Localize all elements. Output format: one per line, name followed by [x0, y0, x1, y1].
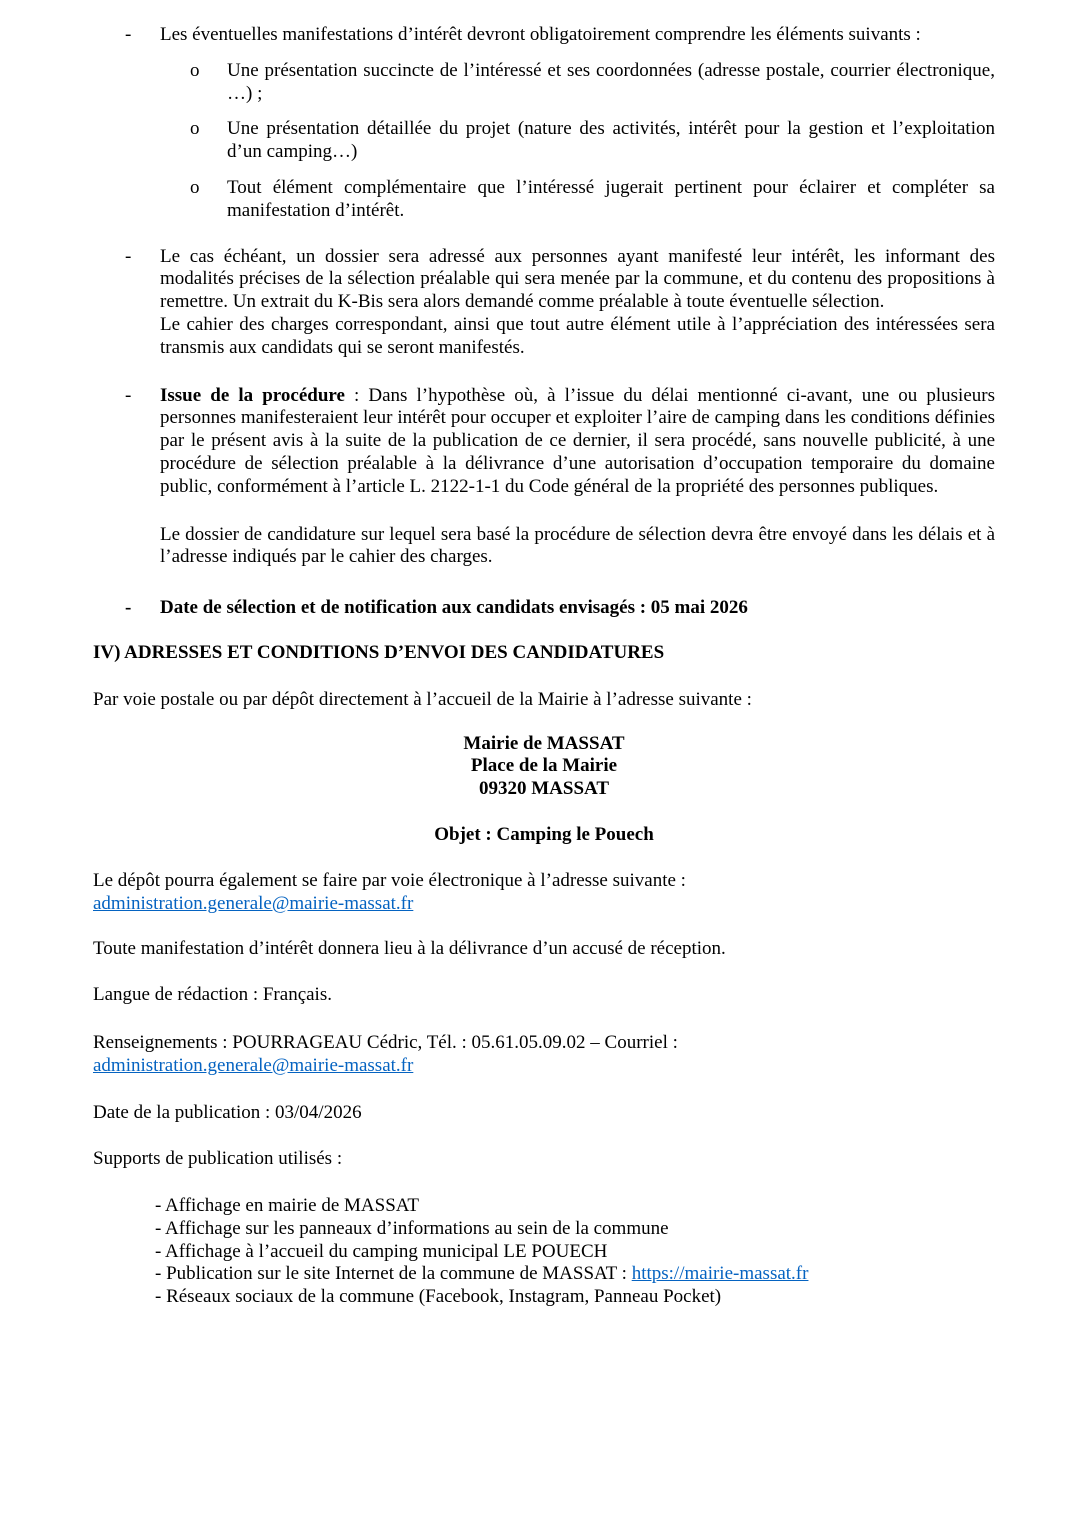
supports-item: - Affichage en mairie de MASSAT	[155, 1195, 420, 1217]
objet-line: Objet : Camping le Pouech	[434, 823, 654, 845]
dash-bullet: -	[125, 245, 132, 267]
issue-procedure-lead: Issue de la procédure	[160, 384, 345, 406]
address-line-2: Place de la Mairie	[470, 755, 618, 777]
sub-list-item	[93, 60, 995, 106]
sub-list-item	[93, 118, 995, 164]
dossier-paragraph-2: Le cahier des charges correspondant, ainsi que tout autre élément utile à l’appréciation des intéressées sera transmis aux candidats qui se seront manifestés.	[160, 313, 995, 358]
dash-bullet: -	[125, 24, 132, 45]
address-block	[93, 733, 995, 801]
website-link[interactable]: https://mairie-massat.fr	[631, 1263, 809, 1285]
supports-list	[93, 1195, 995, 1309]
accuse-paragraph: Toute manifestation d’intérêt donnera lieu à la délivrance d’un accusé de réception.	[93, 938, 726, 960]
sub-list-item	[93, 177, 995, 223]
supports-item: - Affichage à l’accueil du camping municipal LE POUECH	[155, 1240, 608, 1262]
supports-item	[155, 1263, 995, 1286]
list-item-dossier	[93, 246, 995, 360]
date-publication-paragraph: Date de la publication : 03/04/2026	[93, 1101, 362, 1123]
supports-item-text: - Publication sur le site Internet de la commune de MASSAT :	[155, 1263, 632, 1285]
email-link[interactable]: administration.generale@mairie-massat.fr	[93, 1054, 414, 1076]
sub-item-text: Une présentation succincte de l’intéressé et ses coordonnées (adresse postale, courrier électronique, …) ;	[227, 59, 995, 104]
supports-item: - Affichage sur les panneaux d’informations au sein de la commune	[155, 1217, 669, 1239]
list-item-intro	[93, 24, 995, 47]
renseignements-paragraph	[93, 1032, 995, 1078]
depot-text: Le dépôt pourra également se faire par voie électronique à l’adresse suivante :	[93, 869, 686, 891]
circle-bullet: o	[190, 59, 200, 81]
issue-procedure-text: : Dans l’hypothèse où, à l’issue du délai mentionné ci-avant, une ou plusieurs personnes manifesteraient leur intérêt pour occuper et exploiter l’aire de camping dans les conditions définies par le présent avis à la suite de la publication de ce dernier, il sera procédé, sans nouvelle publicité, à une procédure de sélection préalable à la délivrance d’une autorisation d’occupation temporaire du domaine public, conformément à l’article L. 2122-1-1 du Code général de la propriété des personnes publiques.	[160, 384, 995, 497]
langue-paragraph: Langue de rédaction : Français.	[93, 984, 332, 1006]
circle-bullet: o	[190, 118, 200, 140]
dash-bullet: -	[125, 597, 132, 619]
list-item-date-selection	[93, 597, 995, 620]
dash-bullet: -	[125, 384, 132, 406]
intro-text: Les éventuelles manifestations d’intérêt devront obligatoirement comprendre les éléments suivants :	[160, 24, 921, 45]
list-item-issue-procedure	[93, 385, 995, 499]
email-link[interactable]: administration.generale@mairie-massat.fr	[93, 892, 414, 914]
sub-item-text: Tout élément complémentaire que l’intéressé jugerait pertinent pour éclairer et compléter sa manifestation d’intérêt.	[227, 176, 995, 221]
par-voie-paragraph: Par voie postale ou par dépôt directement à l’accueil de la Mairie à l’adresse suivante :	[93, 688, 752, 710]
depot-paragraph	[93, 870, 995, 916]
address-line-3: 09320 MASSAT	[478, 778, 610, 800]
address-line-1: Mairie de MASSAT	[463, 732, 625, 754]
renseignements-text: Renseignements : POURRAGEAU Cédric, Tél. : 05.61.05.09.02 – Courriel :	[93, 1031, 678, 1053]
circle-bullet: o	[190, 176, 200, 198]
supports-item: - Réseaux sociaux de la commune (Facebook, Instagram, Panneau Pocket)	[155, 1286, 722, 1308]
supports-label: Supports de publication utilisés :	[93, 1148, 343, 1170]
sub-item-text: Une présentation détaillée du projet (nature des activités, intérêt pour la gestion et l’exploitation d’un camping…)	[227, 118, 995, 163]
dossier-paragraph-1: Le cas échéant, un dossier sera adressé aux personnes ayant manifesté leur intérêt, les informant des modalités précises de la sélection préalable qui sera menée par la commune, et du contenu des propositions à remettre. Un extrait du K-Bis sera alors demandé comme préalable à toute éventuelle sélection.	[160, 245, 995, 313]
date-selection-text: Date de sélection et de notification aux candidats envisagés : 05 mai 2026	[160, 597, 748, 619]
section-heading-iv: IV) ADRESSES ET CONDITIONS D’ENVOI DES CANDIDATURES	[93, 641, 665, 663]
dossier-envoi-paragraph: Le dossier de candidature sur lequel sera basé la procédure de sélection devra être envoyé dans les délais et à l’adresse indiqués par le cahier des charges.	[160, 523, 995, 568]
